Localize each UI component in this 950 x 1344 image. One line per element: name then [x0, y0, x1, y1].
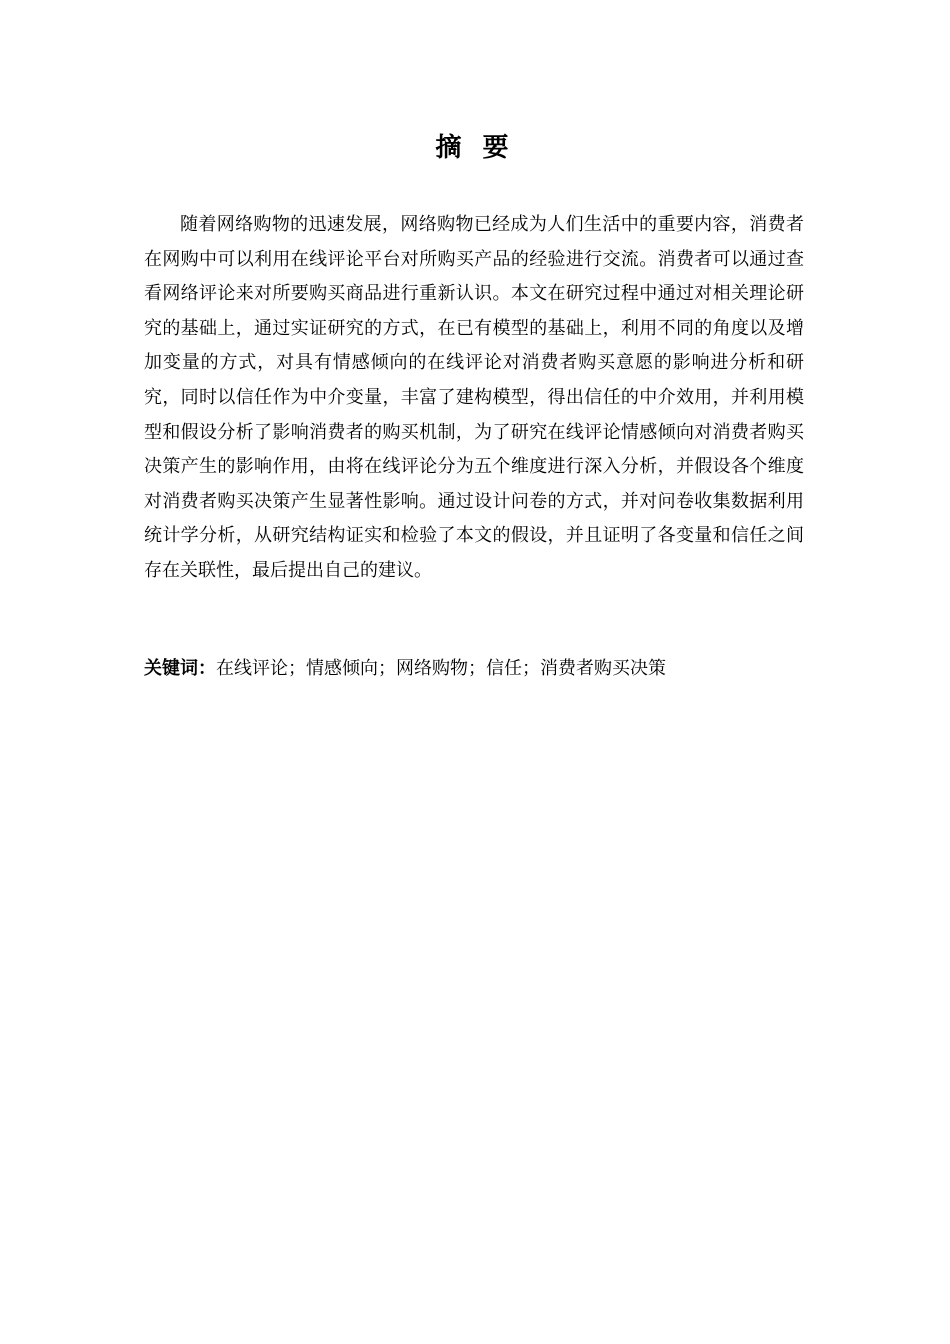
abstract-body: 随着网络购物的迅速发展，网络购物已经成为人们生活中的重要内容，消费者在网购中可以利用在线评论平台对所购买产品的经验进行交流。消费者可以通过查看网络评论来对所要购买商品进行重新认识。本文在研究过程中通过对相关理论研究的基础上，通过实证研究的方式，在已有模型的基础上，利用不同的角度以及增加变量的方式，对具有情感倾向的在线评论对消费者购买意愿的影响进分析和研究，同时以信任作为中介变量，丰富了建构模型，得出信任的中介效用，并利用模型和假设分析了影响消费者的购买机制，为了研究在线评论情感倾向对消费者购买决策产生的影响作用，由将在线评论分为五个维度进行深入分析，并假设各个维度对消费者购买决策产生显著性影响。通过设计问卷的方式，并对问卷收集数据利用统计学分析，从研究结构证实和检验了本文的假设，并且证明了各变量和信任之间存在关联性，最后提出自己的建议。: [144, 214, 804, 581]
keywords-value: 在线评论；情感倾向；网络购物；信任；消费者购买决策: [216, 658, 666, 679]
keywords-line: [144, 653, 804, 685]
keywords-label: 关键词：: [144, 658, 216, 679]
abstract-title: 摘 要: [435, 133, 515, 163]
